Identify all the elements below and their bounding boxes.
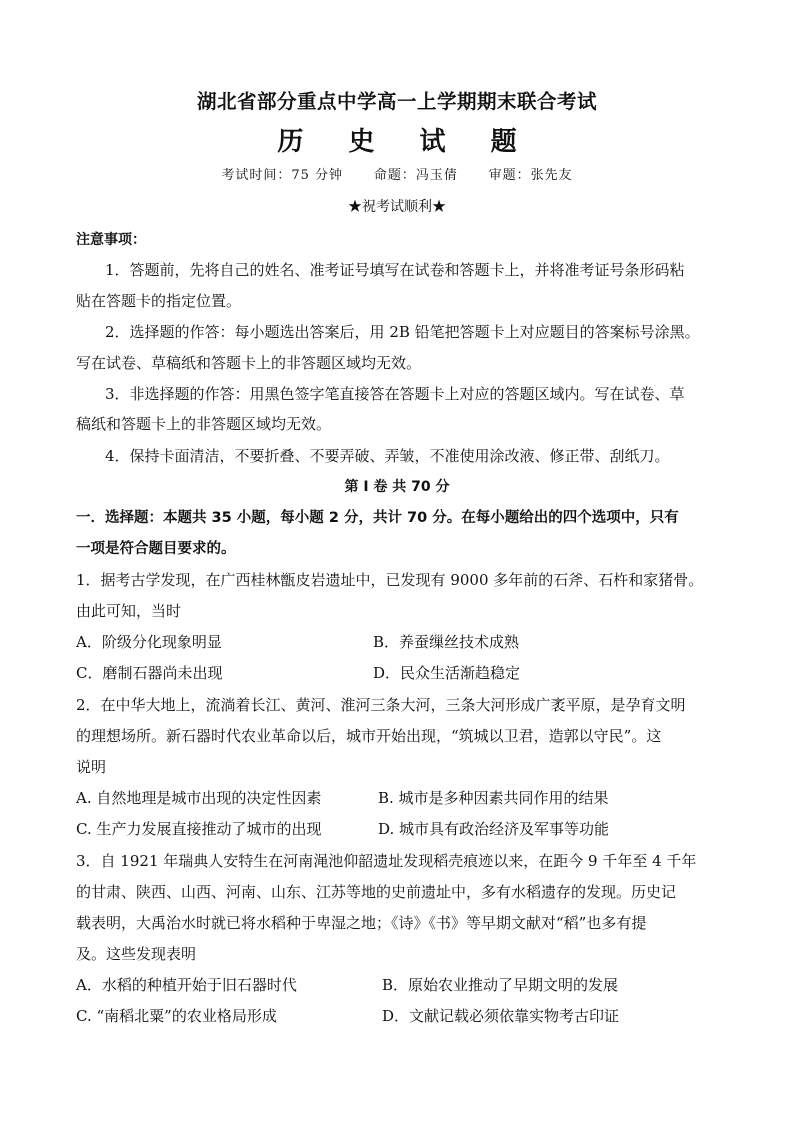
option-c: C. 生产力发展直接推动了城市的出现	[76, 820, 322, 838]
question-stem: 载表明，大禹治水时就已将水稻种于卑湿之地；《诗》《书》等早期文献对“稻”也多有提	[76, 914, 647, 932]
note-line: 2．选择题的作答：每小题选出答案后，用 2B 铅笔把答题卡上对应题目的答案标号涂黑。	[105, 323, 700, 341]
question-stem: 2．在中华大地上，流淌着长江、黄河、淮河三条大河，三条大河形成广袤平原，是孕育文明	[76, 696, 686, 714]
exam-title: 湖北省部分重点中学高一上学期期末联合考试	[196, 90, 597, 113]
note-line: 4．保持卡面清洁，不要折叠、不要弄破、弄皱，不准使用涂改液、修正带、刮纸刀。	[105, 447, 670, 465]
option-a: A．水稻的种植开始于旧石器时代	[76, 976, 297, 994]
section-instruction: 一项是符合题目要求的。	[76, 541, 236, 557]
option-b: B. 城市是多种因素共同作用的结果	[378, 789, 609, 807]
note-line: 贴在答题卡的指定位置。	[76, 292, 242, 310]
question-stem: 1．据考古学发现，在广西桂林甑皮岩遗址中，已发现有 9000 多年前的石斧、石杵和家猪骨。	[76, 571, 704, 589]
notes-heading: 注意事项：	[76, 232, 146, 248]
part-heading: 第 Ⅰ 卷 共 70 分	[344, 479, 450, 495]
question-stem: 及。这些发现表明	[76, 945, 197, 963]
question-stem: 的甘肃、陕西、山西、河南、山东、江苏等地的史前遗址中，多有水稻遗存的发现。历史记	[76, 883, 677, 901]
option-b: B．养蚕缫丝技术成熟	[373, 633, 520, 651]
section-instruction: 一．选择题：本题共 35 小题，每小题 2 分，共计 70 分。在每小题给出的四个选项中，只有	[76, 510, 679, 526]
note-line: 3．非选择题的作答：用黑色签字笔直接答在答题卡上对应的答题区域内。写在试卷、草	[105, 385, 685, 403]
question-stem: 3．自 1921 年瑞典人安特生在河南渑池仰韶遗址发现稻壳痕迹以来，在距今 9 千年至 4 千年	[76, 852, 697, 870]
option-c: C. “南稻北粟”的农业格局形成	[76, 1007, 277, 1025]
option-a: A．阶级分化现象明显	[76, 633, 222, 651]
subject-title: 历 史 试 题	[277, 127, 535, 157]
question-stem: 的理想场所。新石器时代农业革命以后，城市开始出现，“筑城以卫君，造郭以守民”。这	[76, 727, 662, 745]
note-line: 稿纸和答题卡上的非答题区域均无效。	[76, 415, 332, 433]
option-d: D. 城市具有政治经济及军事等功能	[378, 820, 610, 838]
option-c: C．磨制石器尚未出现	[76, 664, 223, 682]
note-line: 写在试卷、草稿纸和答题卡上的非答题区域均无效。	[76, 354, 422, 372]
option-b: B．原始农业推动了早期文明的发展	[382, 976, 619, 994]
option-a: A. 自然地理是城市出现的决定性因素	[76, 789, 322, 807]
option-d: D．民众生活渐趋稳定	[373, 664, 521, 682]
question-stem: 由此可知，当时	[76, 602, 182, 620]
question-stem: 说明	[76, 758, 107, 776]
note-line: 1．答题前，先将自己的姓名、准考证号填写在试卷和答题卡上，并将准考证号条形码粘	[105, 261, 685, 279]
option-d: D．文献记载必须依靠实物考古印证	[382, 1007, 620, 1025]
blessing-text: ★祝考试顺利★	[348, 199, 446, 215]
exam-info: 考试时间：75 分钟 命题：冯玉倩 审题：张先友	[221, 168, 573, 183]
